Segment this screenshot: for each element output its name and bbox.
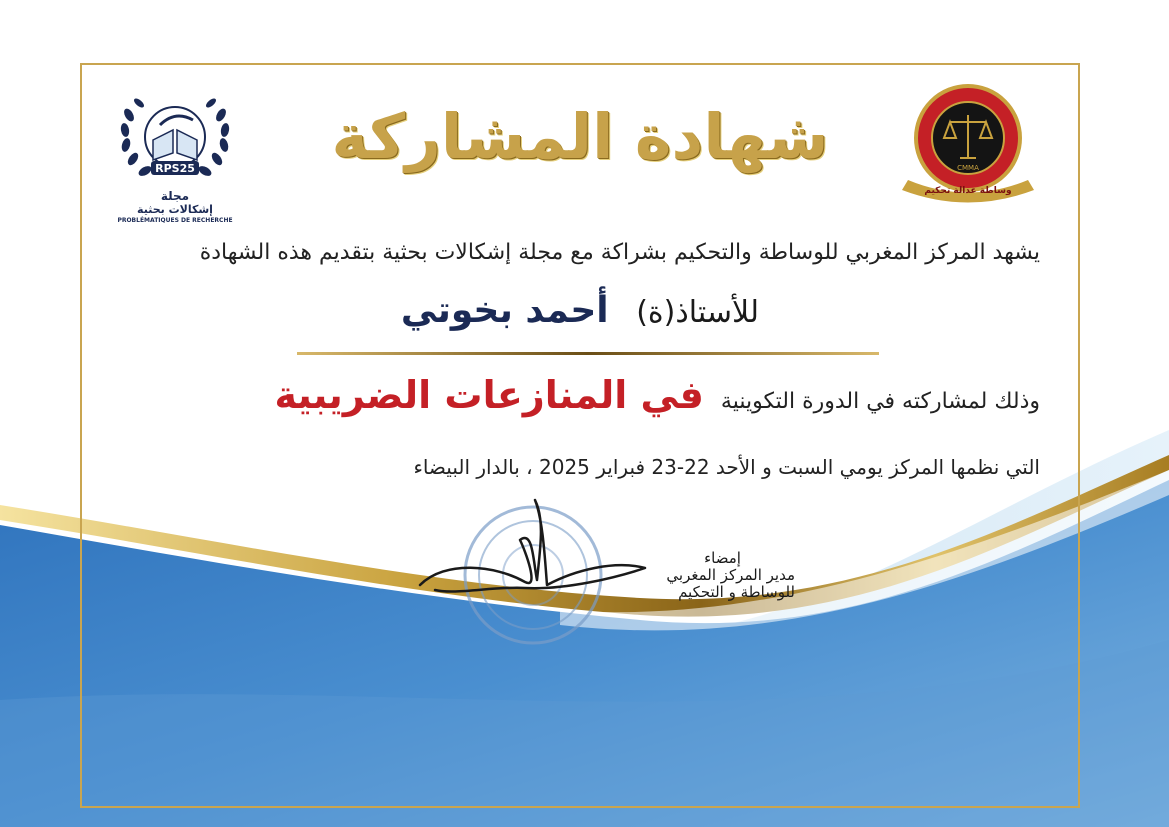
laurel-wreath-icon: [115, 85, 235, 190]
certificate-statement: يشهد المركز المغربي للوساطة والتحكيم بشراكة مع مجلة إشكالات بحثية بتقديم هذه الشهادة: [199, 240, 1040, 265]
course-topic: في المنازعات الضريبية: [274, 373, 704, 417]
journal-caption-1: مجلة: [160, 189, 190, 203]
recipient-name: أحمد بخوتي: [400, 290, 609, 331]
recipient-prefix: للأستاذ(ة): [636, 295, 760, 330]
mediation-center-logo: [898, 80, 1038, 205]
logo-ribbon-text: وساطة عدالة تحكيم: [924, 186, 1012, 196]
signature-label: إمضاء: [704, 549, 741, 567]
logo-center-text: CMMA: [957, 164, 979, 172]
participation-lead: وذلك لمشاركته في الدورة التكوينية: [720, 389, 1040, 414]
certificate-title: شهادة المشاركة: [331, 100, 829, 173]
participation-line: [120, 373, 1040, 417]
name-underline: [297, 352, 879, 355]
signature-block: [650, 550, 795, 601]
signature-scribble: [415, 490, 650, 620]
signatory-role-2: للوساطة و التحكيم: [678, 583, 795, 601]
signatory-role-1: مدير المركز المغربي: [666, 566, 795, 584]
journal-logo: [115, 85, 235, 230]
journal-badge-text: RPS25: [155, 162, 195, 175]
journal-caption-fr: PROBLÉMATIQUES DE RECHERCHE: [117, 217, 233, 224]
event-details: التي نظمها المركز يومي السبت و الأحد 22-23 فبراير 2025 ، بالدار البيضاء: [413, 455, 1040, 479]
journal-caption-2: إشكالات بحثية: [137, 203, 213, 216]
recipient-line: [300, 290, 860, 331]
